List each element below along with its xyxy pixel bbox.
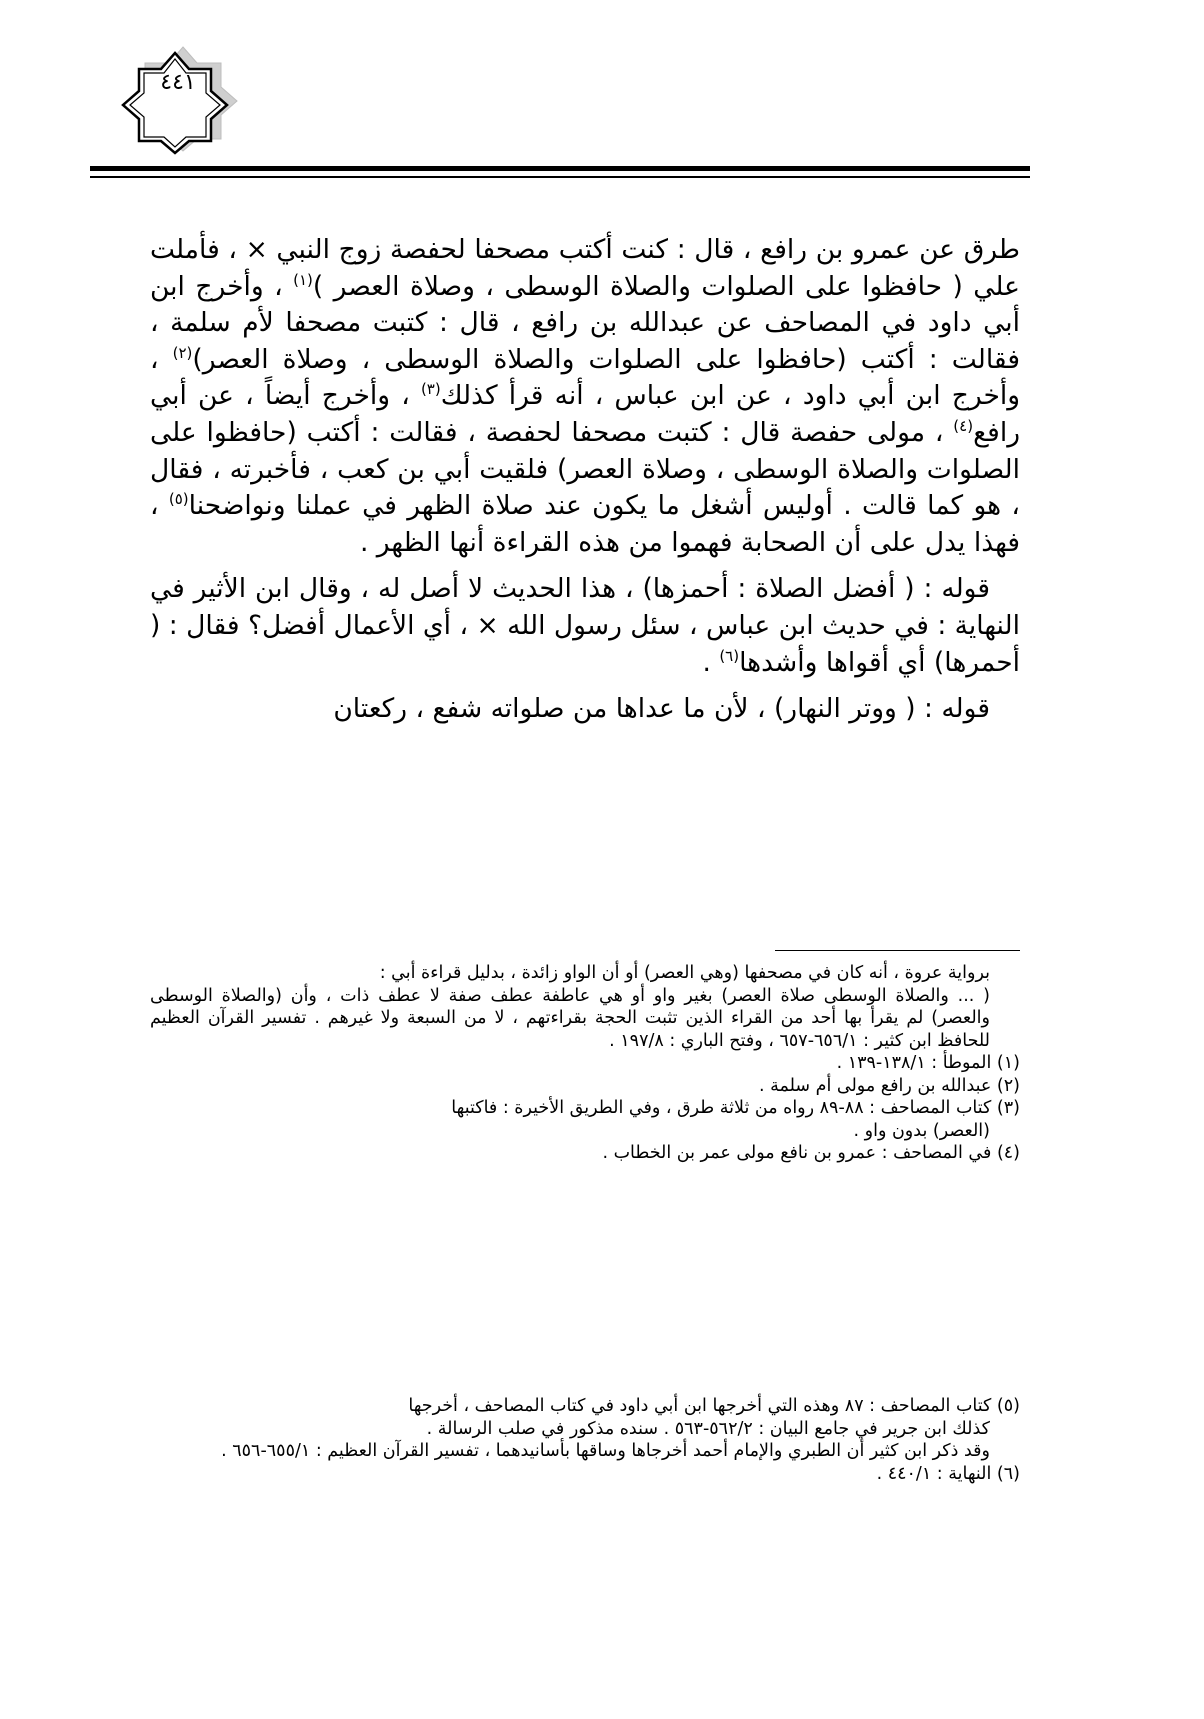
footnote-3-continuation: (العصر) بدون واو . [853,1120,990,1141]
footnote-ref-6: (٦) [719,646,740,665]
footnotes-block-b [150,1395,1020,1485]
footnote-ref-2: (٢) [172,343,193,362]
paragraph-text: ، وأخرج ابن أبي داود ، عن ابن عباس ، أنه قرأ كذلك [150,343,1020,412]
paragraph-1 [150,232,1020,561]
footnote-ref-1: (١) [293,270,313,289]
footnote-separator [775,950,1020,951]
paragraph-text: قوله : ( أفضل الصلاة : أحمزها) ، هذا الحديث لا أصل له ، وقال ابن الأثير في النهاية : في حديث ابن عباس ، سئل رسول الله × ، أي الأعمال أفضل؟ فقال : ( أحمرها) أي أقواها وأشدها [150,573,1020,678]
paragraph-3 [150,691,1020,728]
footnote-5: (٥) كتاب المصاحف : ٨٧ وهذه التي أخرجها ابن أبي داود في كتاب المصاحف ، أخرجها [408,1396,1020,1416]
paragraph-text: ، وأخرج أيضاً ، عن أبي رافع [150,380,1020,448]
footnote-continuation-line: برواية عروة ، أنه كان في مصحفها (وهي العصر) أو أن الواو زائدة ، بدليل قراءة أبي : [379,963,990,983]
footnote-3: (٣) كتاب المصاحف : ٨٨-٨٩ رواه من ثلاثة طرق ، وفي الطريق الأخيرة : فاكتبها [451,1098,1020,1118]
footnote-ref-5: (٥) [168,490,189,509]
header-rule-thick [90,166,1030,171]
paragraph-text: ، فهذا يدل على أن الصحابة فهموا من هذه القراءة أنها الظهر . [150,490,1020,558]
footnote-6: (٦) النهاية : ٤٤٠/١ . [876,1463,1020,1484]
paragraph-text: قوله : ( ووتر النهار) ، لأن ما عداها من صلواته شفع ، ركعتان [333,693,990,725]
paragraph-text: ، مولى حفصة قال : كتبت مصحفا لحفصة ، فقالت : أكتب (حافظوا على الصلوات والصلاة الوسطى ، وصلاة العصر) فلقيت أبي بن كعب ، فأخبرته ، فقال ، هو كما قالت . أوليس أشغل ما يكون عند صلاة الظهر في عملنا ونواضحنا [150,416,1020,522]
footnote-5-continuation: كذلك ابن جرير في جامع البيان : ٥٦٢/٢-٥٦٣ . سنده مذكور في صلب الرسالة . [426,1418,990,1439]
footnote-ref-4: (٤) [953,417,974,436]
header-rule-thin [90,176,1030,178]
footnote-1: (١) الموطأ : ١٣٨/١-١٣٩ . [836,1053,1020,1073]
octagram-frame-icon [105,45,245,155]
paragraph-text: طرق عن عمرو بن رافع ، قال : كنت أكتب مصحفا لحفصة زوج النبي × ، فأملت علي ( حافظوا على الصلوات والصلاة الوسطى ، وصلاة العصر ) [150,234,1020,302]
footnote-4: (٤) في المصاحف : عمرو بن نافع مولى عمر بن الخطاب . [602,1143,1020,1163]
page-number: ٤٤١ [160,70,196,95]
main-text [150,232,1020,738]
paragraph-text: ، وأخرج ابن أبي داود في المصاحف عن عبدالله بن رافع ، قال : كتبت مصحفا لأم سلمة ، فقالت : أكتب (حافظوا على الصلوات والصلاة الوسطى ، وصلاة العصر) [150,270,1020,375]
page-number-ornament [105,45,245,155]
footnote-5-continuation: وقد ذكر ابن كثير أن الطبري والإمام أحمد أخرجاها وساقها بأسانيدهما ، تفسير القرآن العظيم : ٦٥٥/١-٦٥٦ . [221,1441,990,1461]
footnote-2: (٢) عبدالله بن رافع مولى أم سلمة . [758,1075,1020,1096]
footnote-ref-3: (٣) [420,380,441,399]
paragraph-text: . [702,646,720,678]
paragraph-2 [150,571,1020,681]
footnotes-block-a [150,962,1020,1165]
footnote-continuation-line: ( ... والصلاة الوسطى صلاة العصر) بغير واو أو هي عاطفة عطف صفة لا عطف ذات ، وأن (والصلاة الوسطى والعصر) لم يقرأ بها أحد من القراء الذين تثبت الحجة بقراءتهم ، لا من السبعة ولا غيرهم . تفسير القرآن العظيم للحافظ ابن كثير : ٦٥٦/١-٦٥٧ ، وفتح الباري : ١٩٧/٨ . [150,985,990,1051]
